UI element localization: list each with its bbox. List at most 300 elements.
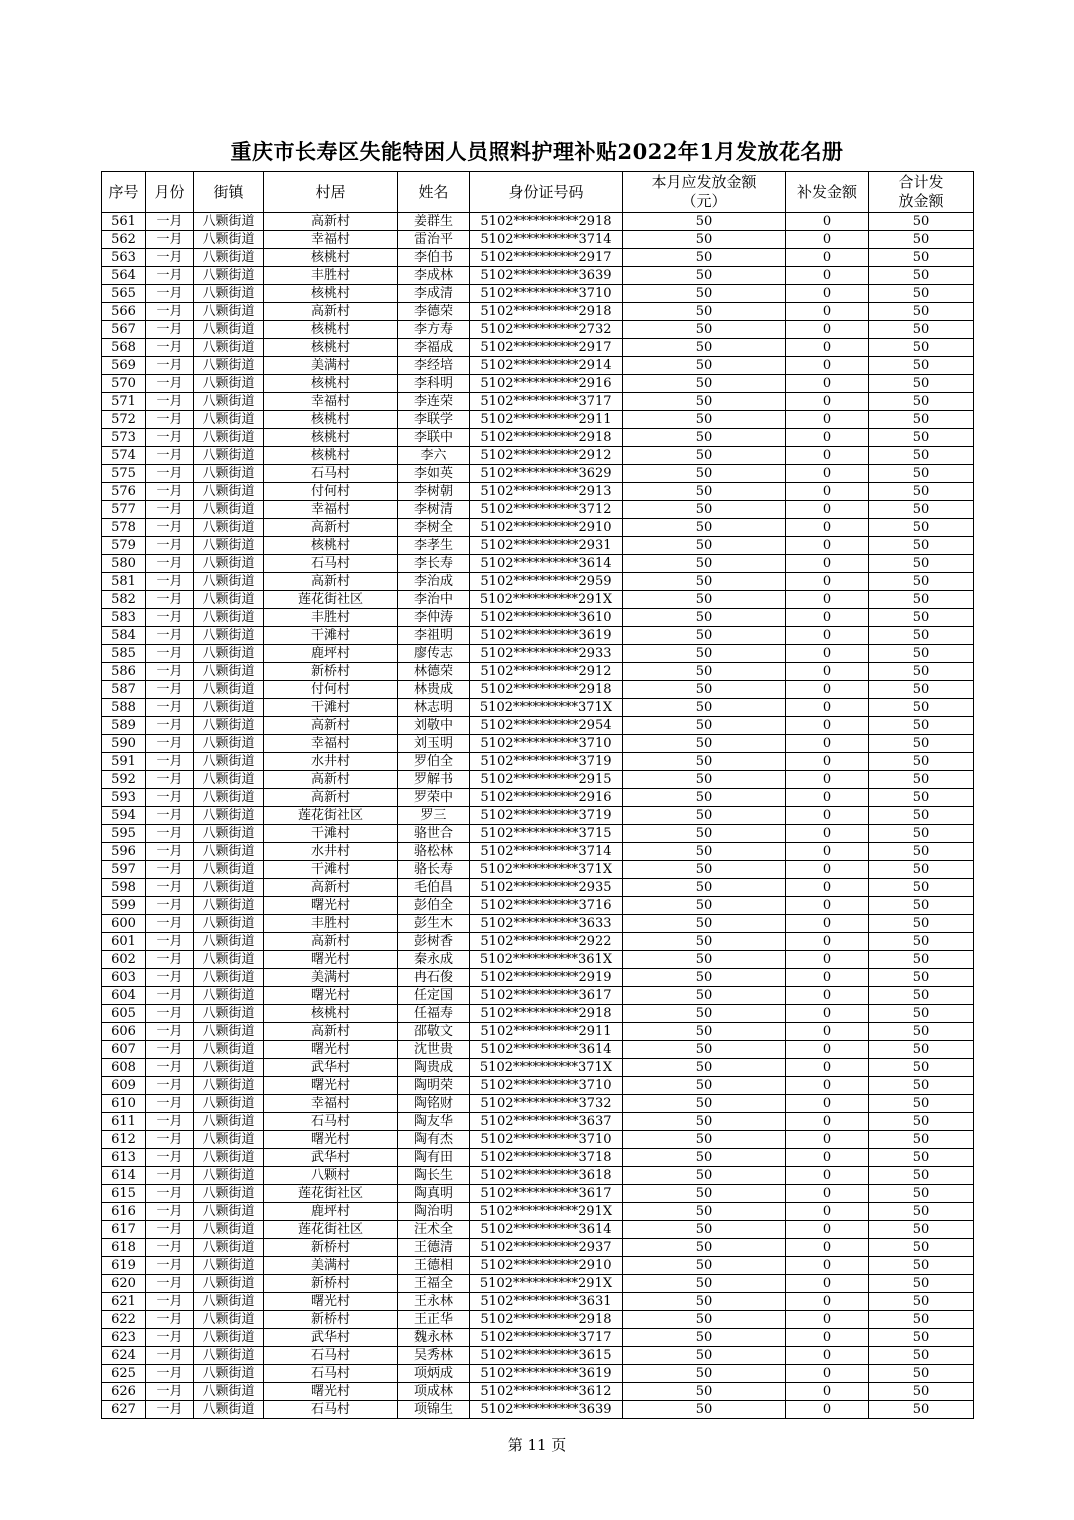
table-row	[102, 573, 974, 591]
month-cell: 一月	[146, 1077, 194, 1095]
street-cell: 八颗街道	[194, 249, 264, 267]
back-pay-cell: 0	[786, 285, 869, 303]
street-cell: 八颗街道	[194, 1257, 264, 1275]
month-cell: 一月	[146, 1167, 194, 1185]
total-amount-cell: 50	[869, 1383, 974, 1401]
name-cell: 骆松林	[398, 843, 470, 861]
back-pay-cell: 0	[786, 699, 869, 717]
serial-cell: 621	[102, 1293, 146, 1311]
total-amount-cell: 50	[869, 1365, 974, 1383]
serial-cell: 624	[102, 1347, 146, 1365]
id-number-cell: 5102**********2954	[470, 717, 623, 735]
serial-cell: 580	[102, 555, 146, 573]
table-body	[102, 213, 974, 1419]
street-cell: 八颗街道	[194, 645, 264, 663]
street-cell: 八颗街道	[194, 267, 264, 285]
table-row	[102, 1257, 974, 1275]
serial-cell: 600	[102, 915, 146, 933]
street-cell: 八颗街道	[194, 1149, 264, 1167]
street-cell: 八颗街道	[194, 1023, 264, 1041]
id-number-cell: 5102**********3629	[470, 465, 623, 483]
serial-cell: 578	[102, 519, 146, 537]
village-cell: 核桃村	[264, 447, 398, 465]
id-number-cell: 5102**********3710	[470, 735, 623, 753]
total-amount-cell: 50	[869, 1293, 974, 1311]
village-cell: 曙光村	[264, 951, 398, 969]
street-cell: 八颗街道	[194, 375, 264, 393]
month-cell: 一月	[146, 735, 194, 753]
total-amount-cell: 50	[869, 429, 974, 447]
id-number-cell: 5102**********2915	[470, 771, 623, 789]
street-cell: 八颗街道	[194, 789, 264, 807]
serial-cell: 597	[102, 861, 146, 879]
name-cell: 罗荣中	[398, 789, 470, 807]
monthly-amount-cell: 50	[623, 1185, 786, 1203]
total-amount-cell: 50	[869, 1257, 974, 1275]
name-cell: 陶真明	[398, 1185, 470, 1203]
street-cell: 八颗街道	[194, 1365, 264, 1383]
month-cell: 一月	[146, 1329, 194, 1347]
id-number-cell: 5102**********2910	[470, 519, 623, 537]
back-pay-cell: 0	[786, 1023, 869, 1041]
month-cell: 一月	[146, 411, 194, 429]
name-cell: 彭树香	[398, 933, 470, 951]
back-pay-cell: 0	[786, 1113, 869, 1131]
id-number-cell: 5102**********3714	[470, 843, 623, 861]
month-cell: 一月	[146, 1365, 194, 1383]
name-cell: 陶有杰	[398, 1131, 470, 1149]
serial-cell: 587	[102, 681, 146, 699]
serial-cell: 564	[102, 267, 146, 285]
monthly-amount-cell: 50	[623, 555, 786, 573]
month-cell: 一月	[146, 609, 194, 627]
back-pay-cell: 0	[786, 411, 869, 429]
total-amount-cell: 50	[869, 609, 974, 627]
name-cell: 项炳成	[398, 1365, 470, 1383]
village-cell: 高新村	[264, 717, 398, 735]
table-row	[102, 411, 974, 429]
month-cell: 一月	[146, 429, 194, 447]
serial-cell: 614	[102, 1167, 146, 1185]
total-amount-cell: 50	[869, 519, 974, 537]
street-cell: 八颗街道	[194, 393, 264, 411]
month-cell: 一月	[146, 285, 194, 303]
total-amount-cell: 50	[869, 1095, 974, 1113]
monthly-amount-cell: 50	[623, 951, 786, 969]
village-cell: 曙光村	[264, 1293, 398, 1311]
table-row	[102, 663, 974, 681]
id-number-cell: 5102**********291X	[470, 1275, 623, 1293]
total-amount-cell: 50	[869, 1401, 974, 1419]
name-cell: 李连荣	[398, 393, 470, 411]
monthly-amount-cell: 50	[623, 447, 786, 465]
name-cell: 罗解书	[398, 771, 470, 789]
table-row	[102, 483, 974, 501]
street-cell: 八颗街道	[194, 501, 264, 519]
serial-cell: 591	[102, 753, 146, 771]
month-cell: 一月	[146, 1401, 194, 1419]
serial-cell: 618	[102, 1239, 146, 1257]
monthly-amount-cell: 50	[623, 1239, 786, 1257]
id-number-cell: 5102**********3715	[470, 825, 623, 843]
id-number-cell: 5102**********2912	[470, 663, 623, 681]
serial-cell: 599	[102, 897, 146, 915]
name-cell: 任福寿	[398, 1005, 470, 1023]
name-cell: 林贵成	[398, 681, 470, 699]
total-amount-cell: 50	[869, 411, 974, 429]
back-pay-cell: 0	[786, 843, 869, 861]
serial-cell: 573	[102, 429, 146, 447]
back-pay-cell: 0	[786, 1383, 869, 1401]
street-cell: 八颗街道	[194, 519, 264, 537]
back-pay-cell: 0	[786, 987, 869, 1005]
village-cell: 水井村	[264, 753, 398, 771]
table-row	[102, 393, 974, 411]
id-number-cell: 5102**********291X	[470, 1203, 623, 1221]
month-cell: 一月	[146, 1275, 194, 1293]
id-number-cell: 5102**********3612	[470, 1383, 623, 1401]
table-row	[102, 519, 974, 537]
serial-cell: 584	[102, 627, 146, 645]
id-number-cell: 5102**********3719	[470, 753, 623, 771]
monthly-amount-cell: 50	[623, 483, 786, 501]
serial-cell: 572	[102, 411, 146, 429]
total-amount-cell: 50	[869, 1023, 974, 1041]
total-amount-cell: 50	[869, 231, 974, 249]
street-cell: 八颗街道	[194, 951, 264, 969]
street-cell: 八颗街道	[194, 213, 264, 231]
street-cell: 八颗街道	[194, 483, 264, 501]
street-cell: 八颗街道	[194, 1383, 264, 1401]
name-cell: 李祖明	[398, 627, 470, 645]
table-row	[102, 321, 974, 339]
village-cell: 丰胜村	[264, 267, 398, 285]
village-cell: 核桃村	[264, 1005, 398, 1023]
back-pay-cell: 0	[786, 735, 869, 753]
total-amount-cell: 50	[869, 1113, 974, 1131]
total-amount-cell: 50	[869, 879, 974, 897]
back-pay-cell: 0	[786, 1131, 869, 1149]
street-cell: 八颗街道	[194, 1077, 264, 1095]
table-row	[102, 1401, 974, 1419]
street-cell: 八颗街道	[194, 663, 264, 681]
month-cell: 一月	[146, 627, 194, 645]
back-pay-cell: 0	[786, 1239, 869, 1257]
id-number-cell: 5102**********3717	[470, 393, 623, 411]
monthly-amount-cell: 50	[623, 735, 786, 753]
name-cell: 李长寿	[398, 555, 470, 573]
col-header-monthly-amount: 本月应发放金额（元）	[623, 172, 786, 213]
month-cell: 一月	[146, 807, 194, 825]
village-cell: 武华村	[264, 1059, 398, 1077]
name-cell: 李树清	[398, 501, 470, 519]
monthly-amount-cell: 50	[623, 627, 786, 645]
table-row	[102, 699, 974, 717]
village-cell: 美满村	[264, 969, 398, 987]
id-number-cell: 5102**********2959	[470, 573, 623, 591]
name-cell: 刘玉明	[398, 735, 470, 753]
back-pay-cell: 0	[786, 771, 869, 789]
serial-cell: 602	[102, 951, 146, 969]
monthly-amount-cell: 50	[623, 915, 786, 933]
street-cell: 八颗街道	[194, 1005, 264, 1023]
id-number-cell: 5102**********3619	[470, 1365, 623, 1383]
village-cell: 石马村	[264, 1401, 398, 1419]
name-cell: 陶治明	[398, 1203, 470, 1221]
total-amount-cell: 50	[869, 933, 974, 951]
village-cell: 幸福村	[264, 231, 398, 249]
street-cell: 八颗街道	[194, 1329, 264, 1347]
street-cell: 八颗街道	[194, 1347, 264, 1365]
id-number-cell: 5102**********3637	[470, 1113, 623, 1131]
name-cell: 罗三	[398, 807, 470, 825]
name-cell: 林志明	[398, 699, 470, 717]
village-cell: 曙光村	[264, 897, 398, 915]
monthly-amount-cell: 50	[623, 1347, 786, 1365]
village-cell: 高新村	[264, 1023, 398, 1041]
name-cell: 李联学	[398, 411, 470, 429]
serial-cell: 609	[102, 1077, 146, 1095]
village-cell: 核桃村	[264, 285, 398, 303]
street-cell: 八颗街道	[194, 411, 264, 429]
name-cell: 刘敬中	[398, 717, 470, 735]
id-number-cell: 5102**********3614	[470, 555, 623, 573]
table-row	[102, 537, 974, 555]
serial-cell: 607	[102, 1041, 146, 1059]
village-cell: 曙光村	[264, 1077, 398, 1095]
name-cell: 陶铭财	[398, 1095, 470, 1113]
village-cell: 石马村	[264, 555, 398, 573]
back-pay-cell: 0	[786, 861, 869, 879]
table-row	[102, 987, 974, 1005]
village-cell: 核桃村	[264, 429, 398, 447]
back-pay-cell: 0	[786, 1257, 869, 1275]
monthly-amount-cell: 50	[623, 1221, 786, 1239]
street-cell: 八颗街道	[194, 429, 264, 447]
monthly-amount-cell: 50	[623, 411, 786, 429]
month-cell: 一月	[146, 1311, 194, 1329]
monthly-amount-cell: 50	[623, 249, 786, 267]
total-amount-cell: 50	[869, 735, 974, 753]
street-cell: 八颗街道	[194, 1095, 264, 1113]
name-cell: 任定国	[398, 987, 470, 1005]
back-pay-cell: 0	[786, 303, 869, 321]
name-cell: 王福全	[398, 1275, 470, 1293]
name-cell: 魏永林	[398, 1329, 470, 1347]
street-cell: 八颗街道	[194, 555, 264, 573]
name-cell: 雷治平	[398, 231, 470, 249]
serial-cell: 567	[102, 321, 146, 339]
total-amount-cell: 50	[869, 375, 974, 393]
id-number-cell: 5102**********2935	[470, 879, 623, 897]
table-row	[102, 1347, 974, 1365]
month-cell: 一月	[146, 537, 194, 555]
monthly-amount-cell: 50	[623, 465, 786, 483]
village-cell: 莲花街社区	[264, 1221, 398, 1239]
table-row	[102, 1293, 974, 1311]
total-amount-cell: 50	[869, 897, 974, 915]
monthly-amount-cell: 50	[623, 789, 786, 807]
name-cell: 李成清	[398, 285, 470, 303]
street-cell: 八颗街道	[194, 735, 264, 753]
back-pay-cell: 0	[786, 663, 869, 681]
serial-cell: 603	[102, 969, 146, 987]
table-row	[102, 231, 974, 249]
monthly-amount-cell: 50	[623, 357, 786, 375]
serial-cell: 601	[102, 933, 146, 951]
month-cell: 一月	[146, 501, 194, 519]
serial-cell: 570	[102, 375, 146, 393]
street-cell: 八颗街道	[194, 717, 264, 735]
name-cell: 陶明荣	[398, 1077, 470, 1095]
id-number-cell: 5102**********2912	[470, 447, 623, 465]
back-pay-cell: 0	[786, 267, 869, 285]
monthly-amount-cell: 50	[623, 843, 786, 861]
village-cell: 核桃村	[264, 249, 398, 267]
village-cell: 高新村	[264, 213, 398, 231]
table-row	[102, 501, 974, 519]
name-cell: 廖传志	[398, 645, 470, 663]
month-cell: 一月	[146, 1203, 194, 1221]
back-pay-cell: 0	[786, 789, 869, 807]
name-cell: 李仲涛	[398, 609, 470, 627]
village-cell: 曙光村	[264, 987, 398, 1005]
name-cell: 王德相	[398, 1257, 470, 1275]
serial-cell: 588	[102, 699, 146, 717]
village-cell: 幸福村	[264, 1095, 398, 1113]
name-cell: 李树朝	[398, 483, 470, 501]
back-pay-cell: 0	[786, 1005, 869, 1023]
name-cell: 姜群生	[398, 213, 470, 231]
serial-cell: 574	[102, 447, 146, 465]
serial-cell: 606	[102, 1023, 146, 1041]
street-cell: 八颗街道	[194, 465, 264, 483]
id-number-cell: 5102**********2916	[470, 789, 623, 807]
serial-cell: 589	[102, 717, 146, 735]
street-cell: 八颗街道	[194, 591, 264, 609]
table-row	[102, 1185, 974, 1203]
table-row	[102, 213, 974, 231]
monthly-amount-cell: 50	[623, 1365, 786, 1383]
id-number-cell: 5102**********3710	[470, 1077, 623, 1095]
total-amount-cell: 50	[869, 1275, 974, 1293]
month-cell: 一月	[146, 951, 194, 969]
table-row	[102, 627, 974, 645]
month-cell: 一月	[146, 1149, 194, 1167]
col-header-serial: 序号	[102, 172, 146, 213]
street-cell: 八颗街道	[194, 447, 264, 465]
total-amount-cell: 50	[869, 393, 974, 411]
monthly-amount-cell: 50	[623, 501, 786, 519]
total-amount-cell: 50	[869, 267, 974, 285]
total-amount-cell: 50	[869, 285, 974, 303]
month-cell: 一月	[146, 1023, 194, 1041]
id-number-cell: 5102**********3710	[470, 1131, 623, 1149]
monthly-amount-cell: 50	[623, 1041, 786, 1059]
serial-cell: 571	[102, 393, 146, 411]
col-header-street: 街镇	[194, 172, 264, 213]
village-cell: 高新村	[264, 519, 398, 537]
back-pay-cell: 0	[786, 465, 869, 483]
back-pay-cell: 0	[786, 951, 869, 969]
total-amount-cell: 50	[869, 483, 974, 501]
table-row	[102, 1329, 974, 1347]
street-cell: 八颗街道	[194, 1185, 264, 1203]
month-cell: 一月	[146, 573, 194, 591]
id-number-cell: 5102**********2916	[470, 375, 623, 393]
table-row	[102, 1149, 974, 1167]
serial-cell: 613	[102, 1149, 146, 1167]
back-pay-cell: 0	[786, 717, 869, 735]
id-number-cell: 5102**********3631	[470, 1293, 623, 1311]
id-number-cell: 5102**********3639	[470, 1401, 623, 1419]
street-cell: 八颗街道	[194, 933, 264, 951]
serial-cell: 592	[102, 771, 146, 789]
street-cell: 八颗街道	[194, 339, 264, 357]
id-number-cell: 5102**********2918	[470, 429, 623, 447]
id-number-cell: 5102**********361X	[470, 951, 623, 969]
village-cell: 干滩村	[264, 861, 398, 879]
month-cell: 一月	[146, 1113, 194, 1131]
month-cell: 一月	[146, 519, 194, 537]
table-row	[102, 591, 974, 609]
monthly-amount-cell: 50	[623, 699, 786, 717]
village-cell: 武华村	[264, 1329, 398, 1347]
month-cell: 一月	[146, 267, 194, 285]
monthly-amount-cell: 50	[623, 1095, 786, 1113]
name-cell: 李经培	[398, 357, 470, 375]
back-pay-cell: 0	[786, 1293, 869, 1311]
table-row	[102, 1365, 974, 1383]
back-pay-cell: 0	[786, 1077, 869, 1095]
village-cell: 干滩村	[264, 825, 398, 843]
serial-cell: 579	[102, 537, 146, 555]
table-row	[102, 681, 974, 699]
table-row	[102, 1167, 974, 1185]
month-cell: 一月	[146, 987, 194, 1005]
name-cell: 彭伯全	[398, 897, 470, 915]
back-pay-cell: 0	[786, 915, 869, 933]
total-amount-cell: 50	[869, 789, 974, 807]
back-pay-cell: 0	[786, 1095, 869, 1113]
id-number-cell: 5102**********3615	[470, 1347, 623, 1365]
total-amount-cell: 50	[869, 591, 974, 609]
month-cell: 一月	[146, 1095, 194, 1113]
table-row	[102, 1131, 974, 1149]
total-amount-cell: 50	[869, 1221, 974, 1239]
total-amount-cell: 50	[869, 1149, 974, 1167]
id-number-cell: 5102**********3717	[470, 1329, 623, 1347]
total-amount-cell: 50	[869, 861, 974, 879]
monthly-amount-cell: 50	[623, 1257, 786, 1275]
month-cell: 一月	[146, 933, 194, 951]
table-row	[102, 807, 974, 825]
street-cell: 八颗街道	[194, 573, 264, 591]
street-cell: 八颗街道	[194, 1239, 264, 1257]
street-cell: 八颗街道	[194, 987, 264, 1005]
street-cell: 八颗街道	[194, 1167, 264, 1185]
street-cell: 八颗街道	[194, 1113, 264, 1131]
monthly-amount-cell: 50	[623, 807, 786, 825]
monthly-amount-cell: 50	[623, 231, 786, 249]
total-amount-cell: 50	[869, 663, 974, 681]
total-amount-cell: 50	[869, 1077, 974, 1095]
serial-cell: 562	[102, 231, 146, 249]
back-pay-cell: 0	[786, 1329, 869, 1347]
name-cell: 项锦生	[398, 1401, 470, 1419]
village-cell: 高新村	[264, 933, 398, 951]
name-cell: 李树全	[398, 519, 470, 537]
